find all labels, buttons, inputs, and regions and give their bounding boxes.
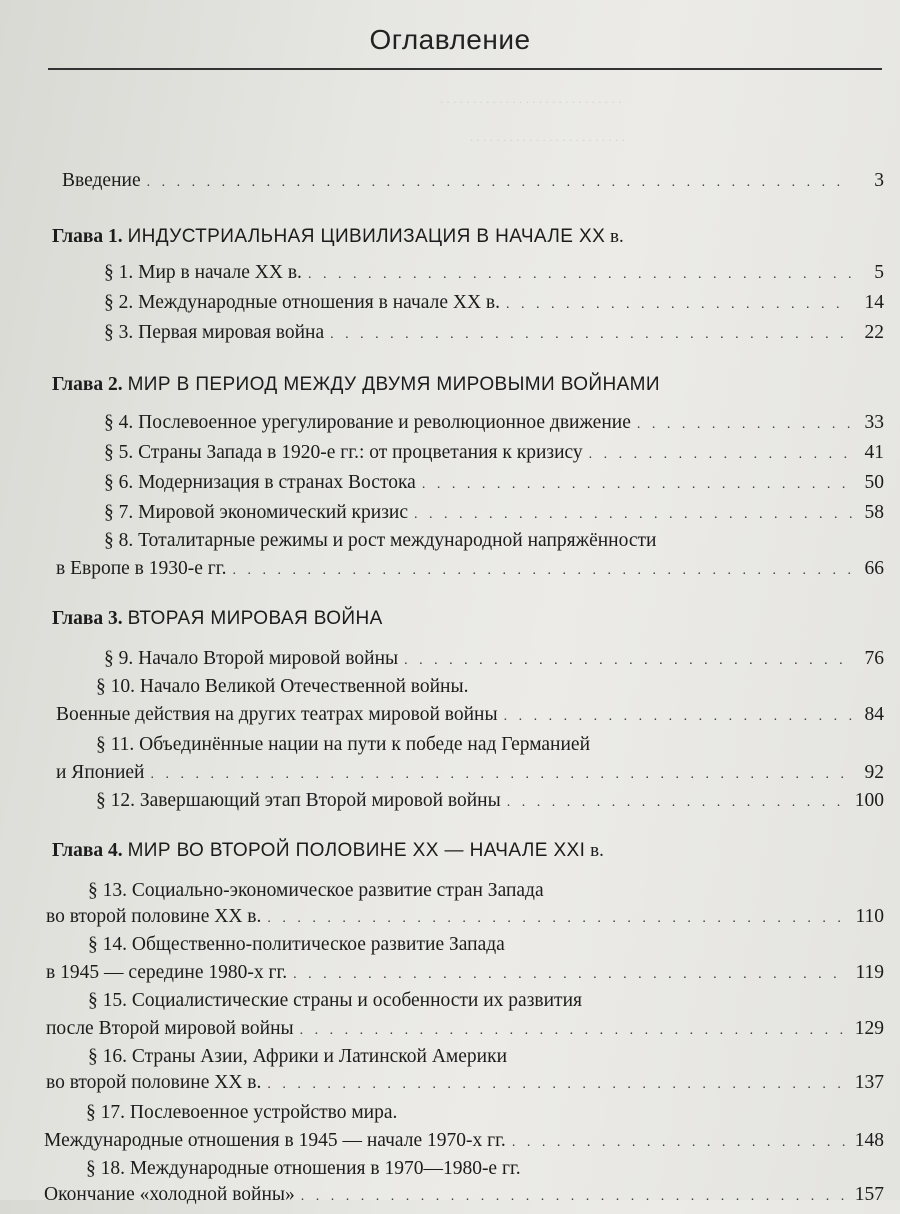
toc-entry-section-11-line1[interactable]: § 11. Объединённые нации на пути к победе над Германией [96,734,591,755]
toc-entry-section-6[interactable] [104,472,884,502]
bleed-through-text: . . . . . . . . . . . . . . . . . . . . . . . . [470,130,626,144]
toc-entry-label: в 1945 — середине 1980-х гг. [46,962,288,983]
dot-leader [308,267,852,283]
toc-entry-label: § 4. Послевоенное урегулирование и революционное движение [104,412,631,433]
toc-page-number: 157 [854,1184,884,1205]
dot-leader [301,1189,849,1205]
dot-leader [637,417,852,433]
toc-entry-section-2[interactable] [104,292,884,322]
dot-leader [404,653,852,669]
toc-page-number: 58 [864,502,884,523]
toc-page-number: 5 [874,262,884,283]
chapter-title: МИР В ПЕРИОД МЕЖДУ ДВУМЯ МИРОВЫМИ ВОЙНАМИ [127,374,660,395]
toc-entry-label: во второй половине XX в. [46,906,262,927]
toc-entry-label: Окончание «холодной войны» [44,1184,295,1205]
dot-leader [293,967,849,983]
toc-page-number: 100 [854,790,884,811]
toc-entry-section-7[interactable] [104,502,884,532]
toc-page-number: 110 [855,906,884,927]
toc-entry-section-1[interactable] [104,262,884,292]
chapter-number: Глава 3. [52,608,123,629]
toc-entry-label: во второй половине XX в. [46,1072,262,1093]
toc-entry-label: после Второй мировой войны [46,1018,294,1039]
chapter-title-suffix: в. [610,226,624,247]
dot-leader [300,1023,849,1039]
toc-entry-label: § 6. Модернизация в странах Востока [104,472,416,493]
toc-entry-label: § 12. Завершающий этап Второй мировой войны [96,790,501,811]
toc-entry-section-13-line1[interactable]: § 13. Социально-экономическое развитие стран Запада [88,880,544,901]
title-divider [48,68,882,70]
toc-page-number: 76 [864,648,884,669]
toc-entry-label: § 7. Мировой экономический кризис [104,502,409,523]
toc-page-number: 22 [864,322,884,343]
toc-page-number: 3 [874,170,884,191]
dot-leader [267,911,849,927]
page-title: Оглавление [369,24,531,55]
toc-entry-section-17-line1[interactable]: § 17. Послевоенное устройство мира. [86,1102,398,1123]
toc-page-number: 84 [864,704,884,725]
toc-entry-section-5[interactable] [104,442,884,472]
toc-page-number: 137 [854,1072,884,1093]
toc-entry-section-10[interactable] [56,704,884,734]
dot-leader [589,447,852,463]
chapter-title: ВТОРАЯ МИРОВАЯ ВОЙНА [127,608,383,629]
dot-leader [507,795,849,811]
toc-entry-section-8-line1[interactable]: § 8. Тоталитарные режимы и рост международной напряжённости [104,530,657,551]
toc-entry-label: и Японией [56,762,145,783]
chapter-heading-1[interactable] [52,226,884,248]
chapter-heading-3[interactable] [52,608,884,630]
toc-entry-section-15[interactable] [46,1018,884,1048]
chapter-title: МИР ВО ВТОРОЙ ПОЛОВИНЕ XX — НАЧАЛЕ XXI [127,840,586,861]
toc-entry-section-11[interactable] [56,762,884,792]
chapter-heading-4[interactable] [52,840,884,862]
toc-page-number: 50 [864,472,884,493]
toc-entry-label: Введение [62,170,141,191]
toc-entry-label: § 9. Начало Второй мировой войны [104,648,399,669]
toc-entry-section-16[interactable] [46,1072,884,1102]
toc-entry-section-17[interactable] [44,1130,884,1160]
dot-leader [147,175,852,191]
dot-leader [232,563,852,579]
dot-leader [422,477,852,493]
toc-entry-section-16-line1[interactable]: § 16. Страны Азии, Африки и Латинской Америки [88,1046,508,1067]
dot-leader [512,1135,849,1151]
toc-entry-section-8[interactable] [56,558,884,588]
dot-leader [414,507,852,523]
bleed-through-text: . . . . . . . . . . . . . . . . . . . . . . . . . . . . [440,92,622,106]
dot-leader [506,297,852,313]
toc-page-number: 14 [864,292,884,313]
toc-entry-label: Международные отношения в 1945 — начале 1970-х гг. [44,1130,506,1151]
dot-leader [267,1077,848,1093]
toc-entry-section-18-line1[interactable]: § 18. Международные отношения в 1970—1980-е гг. [86,1158,521,1179]
toc-page-number: 129 [854,1018,884,1039]
toc-page-number: 33 [864,412,884,433]
dot-leader [150,767,852,783]
toc-entry-label: § 5. Страны Запада в 1920-е гг.: от процветания к кризису [104,442,583,463]
toc-entry-label: Военные действия на других театрах мировой войны [56,704,498,725]
toc-page-number: 41 [864,442,884,463]
toc-entry-label: § 2. Международные отношения в начале XX в. [104,292,501,313]
toc-entry-intro[interactable] [62,170,884,200]
toc-entry-label: § 1. Мир в начале XX в. [104,262,302,283]
toc-entry-label: в Европе в 1930-е гг. [56,558,227,579]
toc-entry-section-14[interactable] [46,962,884,992]
dot-leader [330,327,852,343]
chapter-heading-2[interactable] [52,374,884,396]
chapter-title: ИНДУСТРИАЛЬНАЯ ЦИВИЛИЗАЦИЯ В НАЧАЛЕ XX [127,226,606,247]
toc-page-number: 119 [855,962,884,983]
toc-entry-section-14-line1[interactable]: § 14. Общественно-политическое развитие Запада [88,934,505,955]
toc-entry-section-15-line1[interactable]: § 15. Социалистические страны и особенности их развития [88,990,582,1011]
chapter-number: Глава 4. [52,840,123,861]
toc-page-number: 66 [864,558,884,579]
dot-leader [504,709,852,725]
toc-page-number: 148 [854,1130,884,1151]
toc-entry-section-13[interactable] [46,906,884,936]
toc-entry-section-3[interactable] [104,322,884,352]
toc-entry-section-10-line1[interactable]: § 10. Начало Великой Отечественной войны. [96,676,469,697]
toc-entry-section-9[interactable] [104,648,884,678]
chapter-title-suffix: в. [590,840,604,861]
toc-entry-section-12[interactable] [96,790,884,820]
toc-entry-section-18[interactable] [44,1184,884,1214]
toc-page-number: 92 [864,762,884,783]
chapter-number: Глава 1. [52,226,123,247]
toc-entry-label: § 3. Первая мировая война [104,322,325,343]
chapter-number: Глава 2. [52,374,123,395]
toc-entry-section-4[interactable] [104,412,884,442]
